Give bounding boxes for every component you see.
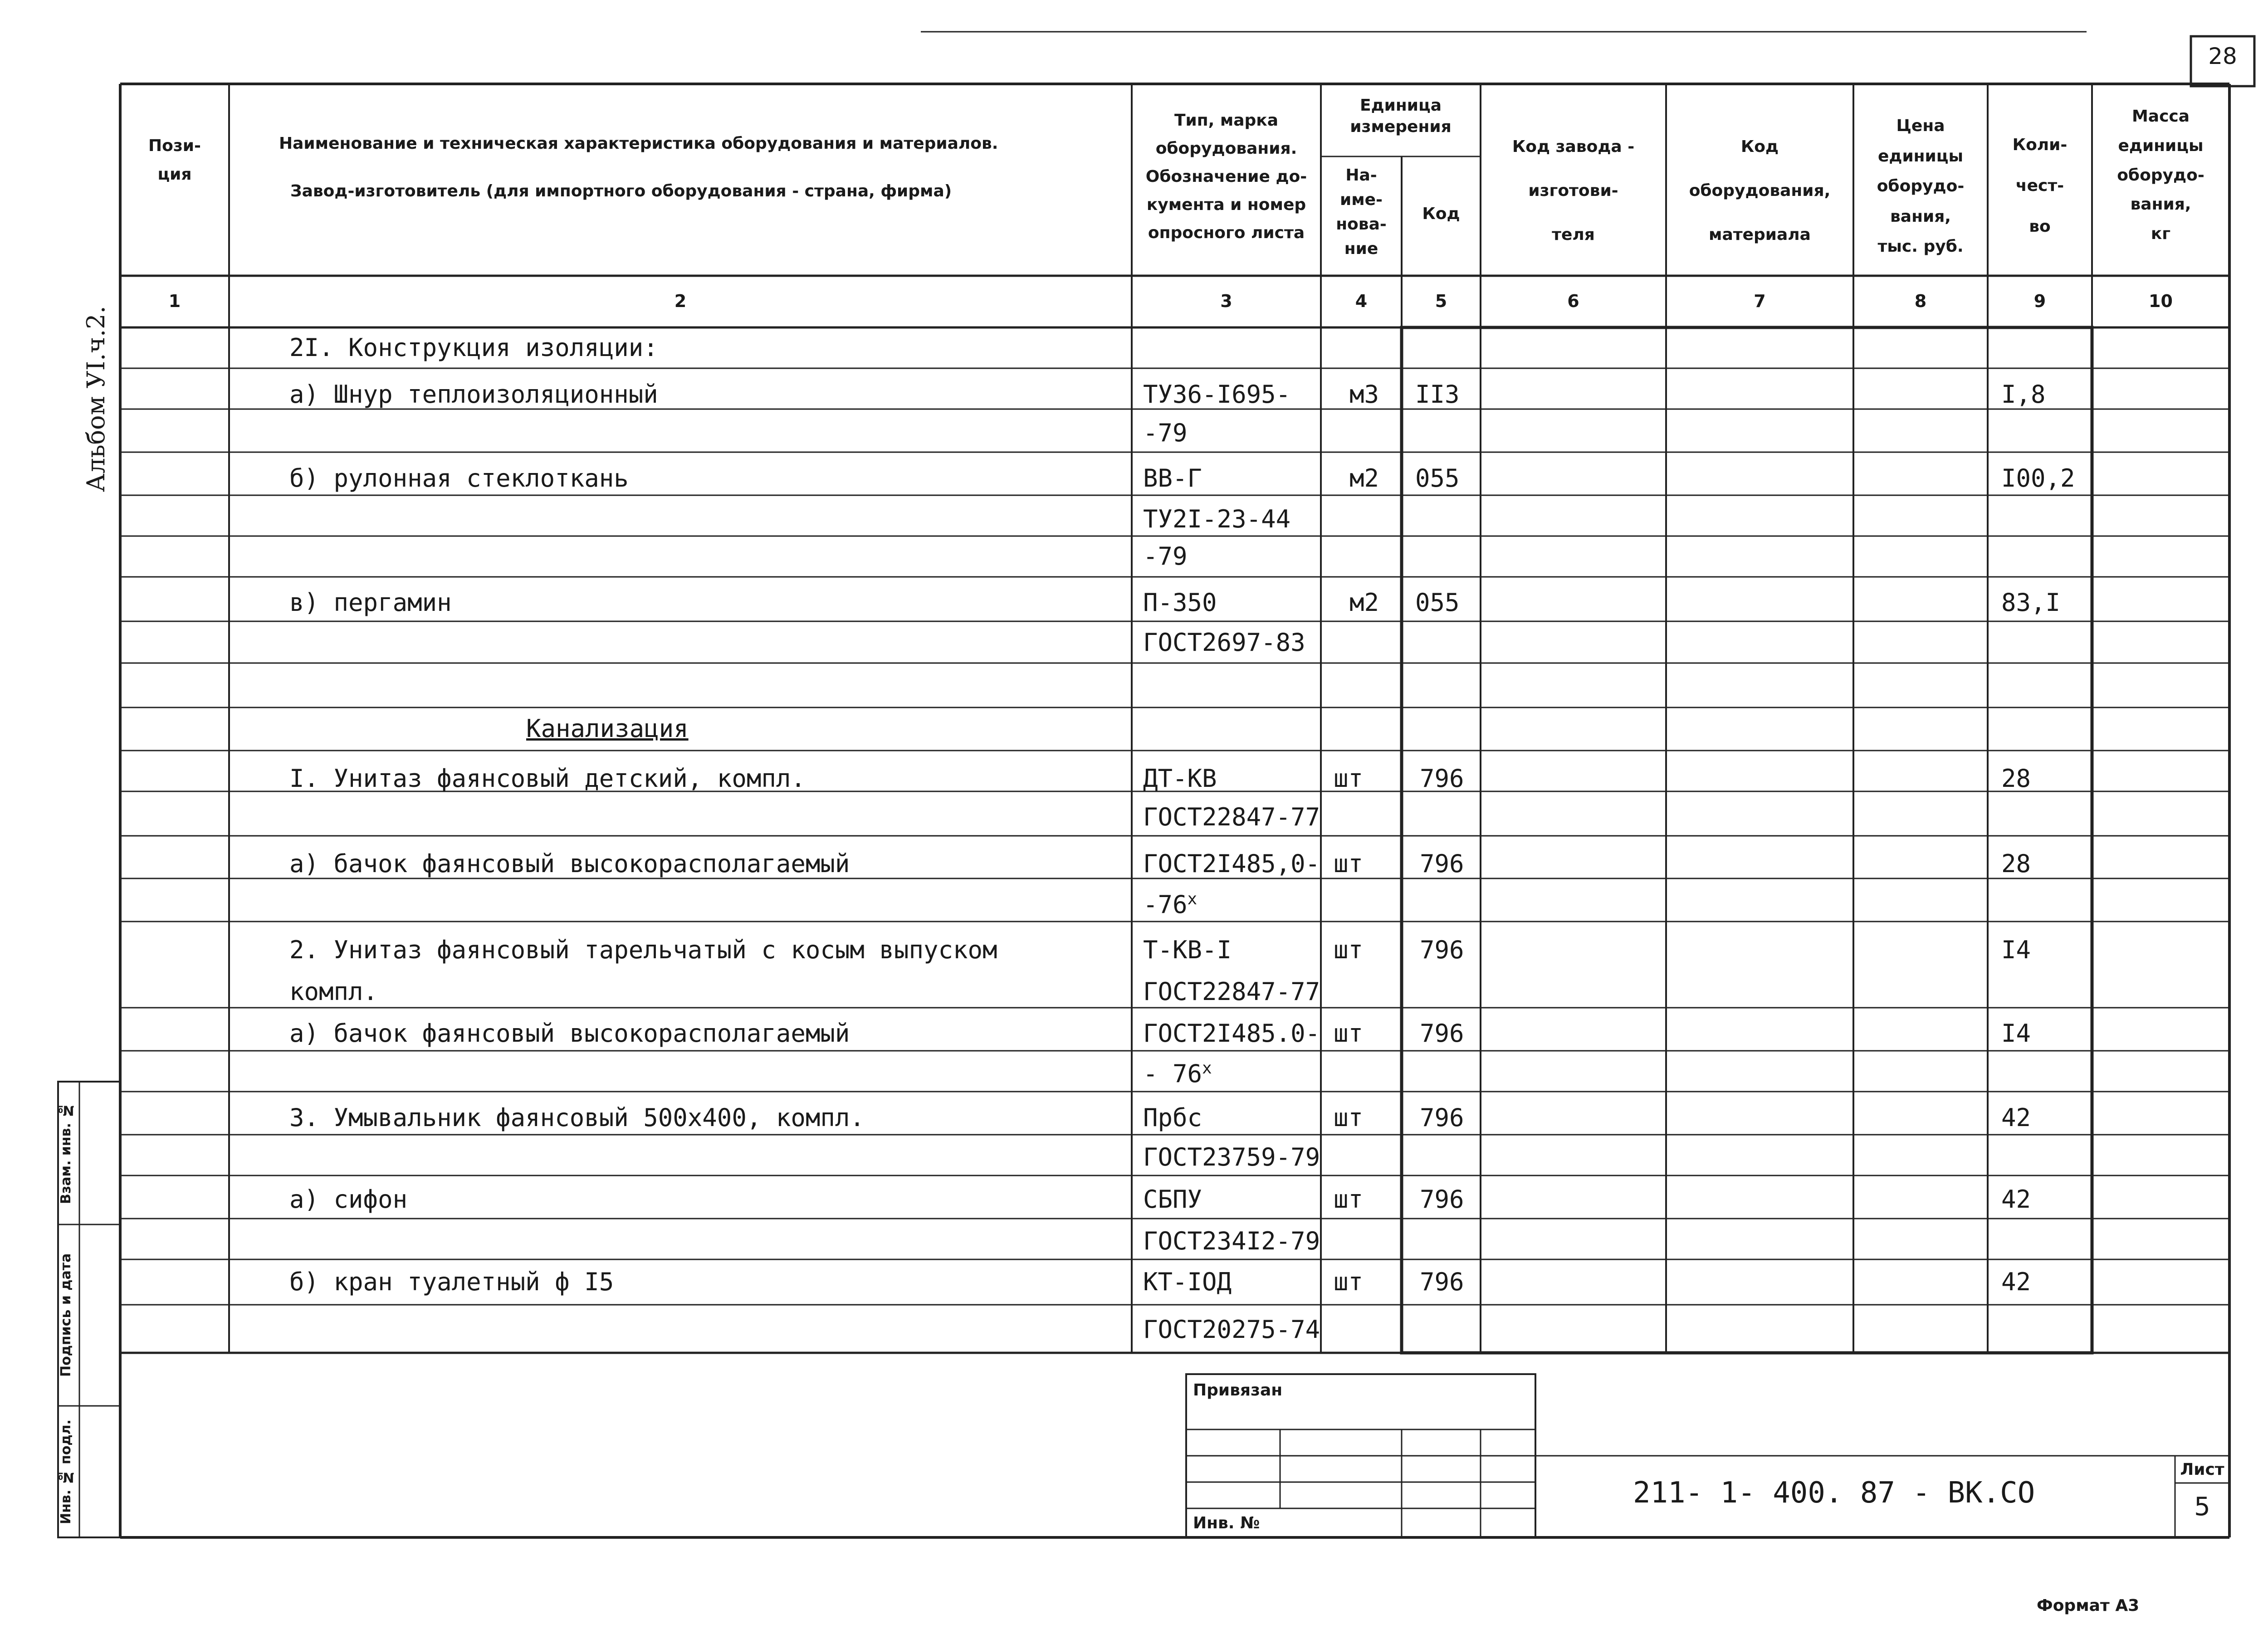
row-type: П-350 xyxy=(1143,588,1217,617)
column-number: 10 xyxy=(2149,291,2173,311)
header-unit-code: Код xyxy=(1422,205,1460,223)
row-qty: 83,I xyxy=(2001,588,2061,617)
row-name: 2. Унитаз фаянсовый тарельчатый с косым выпуском xyxy=(289,936,997,964)
column-number: 6 xyxy=(1567,291,1579,311)
row-type: СБПУ xyxy=(1143,1185,1202,1214)
header-mass: Масса единицы оборудо- вания, кг xyxy=(2117,107,2204,244)
album-label: Альбом УI.ч.2. xyxy=(82,306,110,493)
row-code: 796 xyxy=(1420,1103,1464,1132)
column-number: 3 xyxy=(1220,291,1232,311)
row-unit: шт xyxy=(1334,1103,1364,1132)
row-name: а) бачок фаянсовый высокорасполагаемый xyxy=(289,849,850,878)
row-unit: шт xyxy=(1334,764,1364,793)
header-unit-group: Единица измерения xyxy=(1350,96,1452,136)
row-unit: шт xyxy=(1334,1019,1364,1048)
row-type: ДТ-КВ xyxy=(1143,764,1217,793)
column-number: 4 xyxy=(1355,291,1368,311)
row-name: б) рулонная стеклоткань xyxy=(289,464,629,493)
row-code: 796 xyxy=(1420,764,1464,793)
row-code: 796 xyxy=(1420,936,1464,964)
column-number: 8 xyxy=(1914,291,1927,311)
row-code: 796 xyxy=(1420,1019,1464,1048)
row-name: а) сифон xyxy=(289,1185,408,1214)
row-type-sup: х xyxy=(1187,890,1198,908)
header-plant-code: Код завода - изготови- теля xyxy=(1512,137,1635,244)
row-code: II3 xyxy=(1415,380,1460,409)
row-unit: шт xyxy=(1334,1268,1364,1296)
header-name-line2: Завод-изготовитель (для импортного оборудования - страна, фирма) xyxy=(290,182,952,200)
stamp-sheet-value: 5 xyxy=(2194,1492,2210,1522)
row-type: ВВ-Г xyxy=(1143,464,1202,493)
row-code: 055 xyxy=(1415,464,1460,493)
row-type: ГОСТ2I485.0- xyxy=(1143,1019,1320,1048)
row-type: ГОСТ20275-74 xyxy=(1143,1315,1320,1344)
row-name: 3. Умывальник фаянсовый 500х400, компл. xyxy=(289,1103,865,1132)
stamp-sheet-label: Лист xyxy=(2180,1460,2224,1479)
stamp-inv-label: Инв. № xyxy=(1193,1514,1260,1532)
row-name: компл. xyxy=(289,977,378,1006)
header-unit-name: На- име- нова- ние xyxy=(1336,166,1387,258)
stamp-doc-code: 211- 1- 400. 87 - ВК.СО xyxy=(1633,1476,2035,1510)
row-type: ГОСТ22847-77 xyxy=(1143,977,1320,1006)
row-unit: шт xyxy=(1334,849,1364,878)
row-unit: м2 xyxy=(1349,588,1379,617)
row-type: ТУ2I-23-44 xyxy=(1143,505,1291,533)
row-unit: шт xyxy=(1334,1185,1364,1214)
row-code: 796 xyxy=(1420,849,1464,878)
header-quantity: Коли- чест- во xyxy=(2012,136,2068,236)
row-qty: 42 xyxy=(2001,1268,2031,1296)
row-type: ГОСТ2697-83 xyxy=(1143,628,1305,657)
side-label-vzam-inv: Взам. инв. № xyxy=(58,1102,74,1204)
row-qty: 42 xyxy=(2001,1103,2031,1132)
side-label-sign-date: Подпись и дата xyxy=(58,1253,74,1377)
side-label-inv-podl: Инв. № подл. xyxy=(58,1419,74,1524)
header-name-line1: Наименование и техническая характеристика оборудования и материалов. xyxy=(279,134,998,153)
row-name: а) бачок фаянсовый высокорасполагаемый xyxy=(289,1019,850,1048)
row-qty: 28 xyxy=(2001,764,2031,793)
row-unit: шт xyxy=(1334,936,1364,964)
column-number: 2 xyxy=(674,291,687,311)
row-type: КТ-IОД xyxy=(1143,1268,1232,1296)
header-price: Цена единицы оборудо- вания, тыс. руб. xyxy=(1877,117,1965,256)
row-type-sup: х xyxy=(1202,1059,1212,1078)
header-equipment-code: Код оборудования, материала xyxy=(1689,137,1831,244)
row-type: ГОСТ2I485,0- xyxy=(1143,849,1320,878)
row-type: $-76^х$ xyxy=(1143,890,1198,919)
header-position: Пози- ция xyxy=(148,137,201,184)
row-qty: I4 xyxy=(2001,1019,2031,1048)
row-type: -79 xyxy=(1143,419,1188,447)
row-type: - $76^х$ xyxy=(1143,1059,1212,1088)
sheet-number-top: 28 xyxy=(2208,43,2237,69)
column-number: 9 xyxy=(2033,291,2046,311)
row-qty: I00,2 xyxy=(2001,464,2075,493)
row-qty: I4 xyxy=(2001,936,2031,964)
row-name: в) пергамин xyxy=(289,588,452,617)
row-type: ГОСТ23759-79 xyxy=(1143,1143,1320,1171)
row-unit: м2 xyxy=(1349,464,1379,493)
row-unit: м3 xyxy=(1349,380,1379,409)
column-number: 5 xyxy=(1435,291,1447,311)
row-type: ГОСТ22847-77 xyxy=(1143,803,1320,831)
format-label: Формат А3 xyxy=(2037,1596,2140,1615)
column-number: 1 xyxy=(168,291,181,311)
row-type: ТУ36-I695- xyxy=(1143,380,1291,409)
row-qty: I,8 xyxy=(2001,380,2046,409)
row-code: 796 xyxy=(1420,1185,1464,1214)
row-name: I. Унитаз фаянсовый детский, компл. xyxy=(289,764,806,793)
row-name: б) кран туалетный ф I5 xyxy=(289,1268,614,1296)
section-title-sewerage: Канализация xyxy=(526,714,689,743)
column-number: 7 xyxy=(1754,291,1766,311)
row-type: Прбс xyxy=(1143,1103,1202,1132)
row-type: -79 xyxy=(1143,542,1188,571)
header-type: Тип, марка оборудования. Обозначение до- кумента и номер опросного листа xyxy=(1145,111,1307,242)
row-code: 796 xyxy=(1420,1268,1464,1296)
row-qty: 28 xyxy=(2001,849,2031,878)
row-code: 055 xyxy=(1415,588,1460,617)
stamp-bound-label: Привязан xyxy=(1193,1381,1283,1400)
row-name: 2I. Конструкция изоляции: xyxy=(289,333,658,362)
row-qty: 42 xyxy=(2001,1185,2031,1214)
row-name: а) Шнур теплоизоляционный xyxy=(289,380,658,409)
row-type: Т-КВ-I xyxy=(1143,936,1232,964)
row-type: ГОСТ234I2-79 xyxy=(1143,1227,1320,1255)
